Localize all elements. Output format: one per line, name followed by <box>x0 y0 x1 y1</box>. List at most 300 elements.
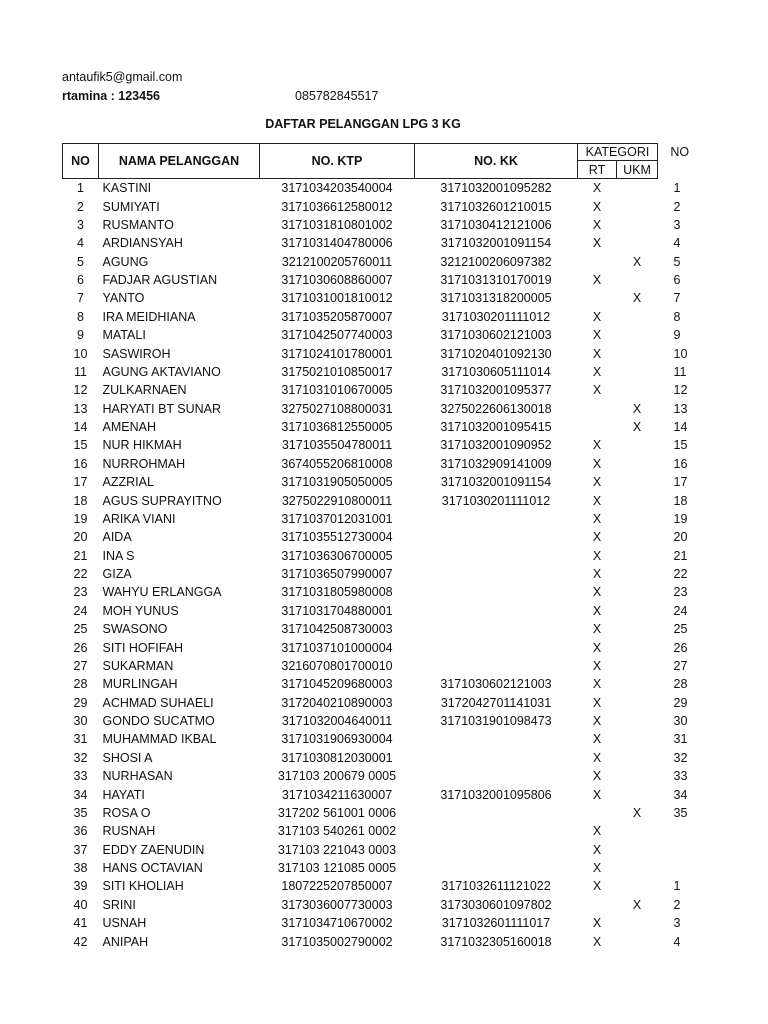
category-ukm <box>617 785 658 803</box>
row-number-secondary: 2 <box>673 199 681 214</box>
ktp-number: 3171035205870007 <box>281 309 393 324</box>
table-row <box>63 344 702 362</box>
customer-name: MATALI <box>102 328 146 343</box>
category-rt: X <box>592 364 602 379</box>
row-number: 22 <box>73 567 88 582</box>
category-ukm <box>617 914 658 932</box>
row-number: 4 <box>77 236 84 251</box>
category-ukm: X <box>632 420 642 435</box>
customer-name: RUSMANTO <box>102 217 174 232</box>
row-number-secondary: 11 <box>673 364 687 379</box>
col-header-category: KATEGORI <box>578 144 658 161</box>
category-rt: X <box>592 769 602 784</box>
kk-number <box>415 583 578 601</box>
kk-number: 3171032909141009 <box>440 456 552 471</box>
ktp-number: 3171030608860007 <box>281 273 393 288</box>
ktp-number: 3674055206810008 <box>281 456 393 471</box>
col-header-rt: RT <box>578 161 617 179</box>
ktp-number: 1807225207850007 <box>281 879 393 894</box>
kk-number: 3172042701141031 <box>440 695 552 710</box>
customer-name: AMENAH <box>102 420 156 435</box>
customer-name: USNAH <box>102 916 147 931</box>
category-rt <box>578 804 617 822</box>
category-rt: X <box>592 181 602 196</box>
row-number: 15 <box>73 438 88 453</box>
ktp-number: 3171036812550005 <box>281 420 393 435</box>
row-number: 41 <box>73 916 88 931</box>
category-ukm <box>617 841 658 859</box>
ktp-number: 317202 561001 0006 <box>277 805 397 820</box>
row-number-secondary: 7 <box>673 291 681 306</box>
row-number-secondary: 5 <box>673 254 681 269</box>
ktp-number: 3171034710670002 <box>281 916 393 931</box>
table-row <box>63 547 702 565</box>
category-rt: X <box>592 842 602 857</box>
row-number-secondary: 16 <box>673 456 688 471</box>
page-title: DAFTAR PELANGGAN LPG 3 KG <box>265 117 461 131</box>
category-rt: X <box>592 530 602 545</box>
row-number: 40 <box>73 897 88 912</box>
category-rt: X <box>592 714 602 729</box>
kk-number: 3171032001095415 <box>440 420 552 435</box>
category-ukm <box>617 565 658 583</box>
category-ukm <box>617 344 658 362</box>
customer-name: ACHMAD SUHAELI <box>102 695 214 710</box>
category-ukm <box>617 638 658 656</box>
table-row <box>63 400 702 418</box>
category-ukm: X <box>632 805 642 820</box>
kk-number <box>415 822 578 840</box>
ktp-number: 3171037012031001 <box>281 511 393 526</box>
category-rt: X <box>592 493 602 508</box>
table-row <box>63 620 702 638</box>
customer-name: MUHAMMAD IKBAL <box>102 732 217 747</box>
category-rt <box>578 896 617 914</box>
row-number: 13 <box>73 401 88 416</box>
row-number-secondary: 4 <box>673 934 681 949</box>
row-number: 9 <box>77 328 84 343</box>
table-row <box>63 712 702 730</box>
category-ukm <box>617 271 658 289</box>
kk-number: 3171032001091154 <box>440 236 552 251</box>
table-row <box>63 583 702 601</box>
kk-number: 3171031310170019 <box>440 273 552 288</box>
category-rt: X <box>592 273 602 288</box>
customer-name: HAYATI <box>102 787 145 802</box>
category-rt <box>578 418 617 436</box>
row-number-secondary: 20 <box>673 530 688 545</box>
row-number: 6 <box>77 273 84 288</box>
ktp-number: 3171032004640011 <box>281 714 393 729</box>
row-number-secondary: 21 <box>673 548 688 563</box>
customer-name: ARIKA VIANI <box>102 511 176 526</box>
customer-name: IRA MEIDHIANA <box>102 309 196 324</box>
row-number-secondary: 24 <box>673 603 688 618</box>
row-number: 42 <box>73 934 88 949</box>
category-rt: X <box>592 309 602 324</box>
row-number: 23 <box>73 585 88 600</box>
ktp-number: 3171031905050005 <box>281 475 393 490</box>
row-number: 33 <box>73 769 88 784</box>
category-ukm <box>617 657 658 675</box>
kk-number: 3171032001095377 <box>440 383 552 398</box>
row-number: 2 <box>77 199 84 214</box>
kk-number <box>415 841 578 859</box>
row-number: 7 <box>77 291 84 306</box>
customer-name: ANIPAH <box>102 934 149 949</box>
table-row <box>63 767 702 785</box>
ktp-number: 3171034211630007 <box>281 787 393 802</box>
table-row <box>63 565 702 583</box>
category-ukm <box>617 308 658 326</box>
row-number-secondary: 17 <box>673 475 688 490</box>
category-ukm <box>617 179 658 198</box>
customer-name: FADJAR AGUSTIAN <box>102 273 218 288</box>
category-ukm: X <box>632 401 642 416</box>
ktp-number: 3172040210890003 <box>281 695 393 710</box>
table-row <box>63 216 702 234</box>
row-number: 39 <box>73 879 88 894</box>
row-number: 12 <box>73 383 88 398</box>
category-rt: X <box>592 622 602 637</box>
row-number: 36 <box>73 824 88 839</box>
category-rt: X <box>592 658 602 673</box>
row-number-secondary: 22 <box>673 567 688 582</box>
header-phone: 085782845517 <box>295 89 379 103</box>
category-rt: X <box>592 824 602 839</box>
row-number: 28 <box>73 677 88 692</box>
category-rt: X <box>592 511 602 526</box>
customer-name: HARYATI BT SUNAR <box>102 401 222 416</box>
category-ukm <box>617 216 658 234</box>
row-number: 30 <box>73 714 88 729</box>
table-row <box>63 822 702 840</box>
row-number-secondary: 26 <box>673 640 688 655</box>
ktp-number: 3171031001810012 <box>281 291 393 306</box>
row-number: 34 <box>73 787 88 802</box>
table-row <box>63 436 702 454</box>
ktp-number: 3171045209680003 <box>281 677 393 692</box>
row-number: 38 <box>73 861 88 876</box>
row-number-secondary: 8 <box>673 309 681 324</box>
row-number-secondary: 33 <box>673 769 688 784</box>
table-row <box>63 914 702 932</box>
table-row <box>63 473 702 491</box>
kk-number <box>415 602 578 620</box>
kk-number: 3171030602121003 <box>440 328 552 343</box>
ktp-number: 317103 221043 0003 <box>277 842 397 857</box>
customer-name: INA S <box>102 548 135 563</box>
col-header-no: NO <box>63 144 99 179</box>
row-number-secondary: 3 <box>673 217 681 232</box>
row-number-secondary: 1 <box>673 180 681 195</box>
ktp-number: 3171031810801002 <box>281 217 393 232</box>
kk-number: 3173030601097802 <box>440 897 552 912</box>
table-row <box>63 859 702 877</box>
table-row <box>63 602 702 620</box>
kk-number: 3171030201111012 <box>441 493 551 508</box>
ktp-number: 3171031906930004 <box>281 732 393 747</box>
kk-number <box>415 767 578 785</box>
category-ukm <box>617 455 658 473</box>
kk-number: 3171030412121006 <box>440 217 552 232</box>
kk-number <box>415 620 578 638</box>
row-number-secondary: 32 <box>673 750 688 765</box>
kk-number: 3171031318200005 <box>440 291 552 306</box>
category-rt <box>578 289 617 307</box>
category-rt: X <box>592 640 602 655</box>
ktp-number: 3171042507740003 <box>281 328 393 343</box>
row-number: 20 <box>73 530 88 545</box>
customer-name: ARDIANSYAH <box>102 236 183 251</box>
row-number: 37 <box>73 842 88 857</box>
customer-name: WAHYU ERLANGGA <box>102 585 222 600</box>
customer-name: SUMIYATI <box>102 199 160 214</box>
table-row <box>63 234 702 252</box>
row-number: 19 <box>73 511 88 526</box>
row-number-secondary: 31 <box>673 732 688 747</box>
category-rt: X <box>592 438 602 453</box>
ktp-number: 317103 200679 0005 <box>277 769 397 784</box>
row-number: 17 <box>73 475 88 490</box>
category-ukm: X <box>632 254 642 269</box>
customer-name: GIZA <box>102 567 132 582</box>
category-rt: X <box>592 346 602 361</box>
customer-name: AZZRIAL <box>102 475 154 490</box>
row-number-secondary: 3 <box>673 916 681 931</box>
category-rt: X <box>592 236 602 251</box>
ktp-number: 3171034203540004 <box>281 181 393 196</box>
category-ukm <box>617 491 658 509</box>
table-body <box>63 179 702 951</box>
category-ukm <box>617 326 658 344</box>
row-number: 35 <box>73 805 88 820</box>
ktp-number: 3171036612580012 <box>281 199 393 214</box>
customer-name: NURROHMAH <box>102 456 186 471</box>
table-row <box>63 675 702 693</box>
header-email: antaufik5@gmail.com <box>62 70 183 84</box>
customer-name: AGUNG <box>102 254 149 269</box>
ktp-number: 3171031404780006 <box>281 236 393 251</box>
category-ukm <box>617 381 658 399</box>
customer-name: ZULKARNAEN <box>102 383 187 398</box>
ktp-number: 3275022910800011 <box>281 493 393 508</box>
category-rt: X <box>592 861 602 876</box>
category-rt: X <box>592 585 602 600</box>
kk-number <box>415 528 578 546</box>
table-row <box>63 179 702 198</box>
ktp-number: 3171036507990007 <box>281 567 393 582</box>
table-row <box>63 749 702 767</box>
header-account: rtamina : 123456 <box>62 89 160 103</box>
row-number-secondary: 29 <box>673 695 688 710</box>
customer-name: GONDO SUCATMO <box>102 714 215 729</box>
table-row <box>63 418 702 436</box>
table-row <box>63 363 702 381</box>
row-number-secondary: 35 <box>673 805 688 820</box>
kk-number: 3171032001095282 <box>440 181 552 196</box>
category-rt: X <box>592 603 602 618</box>
category-ukm <box>617 547 658 565</box>
kk-number: 3171032305160018 <box>440 934 552 949</box>
category-rt <box>578 400 617 418</box>
customer-name: MURLINGAH <box>102 677 178 692</box>
col-header-ktp: NO. KTP <box>260 144 415 179</box>
table-row <box>63 694 702 712</box>
row-number-secondary: 28 <box>673 677 688 692</box>
category-rt: X <box>592 217 602 232</box>
col-header-kk: NO. KK <box>415 144 578 179</box>
ktp-number: 3175021010850017 <box>281 364 393 379</box>
category-ukm <box>617 767 658 785</box>
row-number: 29 <box>73 695 88 710</box>
col-header-name: NAMA PELANGGAN <box>99 144 260 179</box>
ktp-number: 3171037101000004 <box>281 640 393 655</box>
category-ukm: X <box>632 897 642 912</box>
kk-number: 3171032611121022 <box>441 879 551 894</box>
row-number: 3 <box>77 217 84 232</box>
category-ukm <box>617 583 658 601</box>
customer-name: SRINI <box>102 897 136 912</box>
row-number: 21 <box>73 548 88 563</box>
table-row <box>63 785 702 803</box>
row-number: 16 <box>73 456 88 471</box>
row-number-secondary: 12 <box>673 383 688 398</box>
row-number-secondary: 34 <box>673 787 688 802</box>
kk-number: 3171030605111014 <box>441 364 551 379</box>
table-row <box>63 528 702 546</box>
category-rt: X <box>592 328 602 343</box>
category-ukm <box>617 877 658 895</box>
ktp-number: 3171035512730004 <box>281 530 393 545</box>
table-row <box>63 381 702 399</box>
table-row <box>63 271 702 289</box>
row-number-secondary <box>658 841 702 859</box>
customer-name: AGUNG AKTAVIANO <box>102 364 221 379</box>
ktp-number: 3171035504780011 <box>281 438 393 453</box>
kk-number <box>415 859 578 877</box>
row-number: 11 <box>74 364 87 379</box>
category-rt: X <box>592 567 602 582</box>
table-row <box>63 877 702 895</box>
category-rt: X <box>592 732 602 747</box>
ktp-number: 317103 540261 0002 <box>277 824 397 839</box>
customer-table <box>62 143 702 951</box>
kk-number: 3171032001090952 <box>440 438 552 453</box>
row-number-secondary <box>658 859 702 877</box>
customer-name: SITI HOFIFAH <box>102 640 184 655</box>
customer-name: YANTO <box>102 291 145 306</box>
table-row <box>63 289 702 307</box>
category-ukm <box>617 694 658 712</box>
table-row <box>63 455 702 473</box>
kk-number: 3171030201111012 <box>441 309 551 324</box>
row-number-secondary: 6 <box>673 273 681 288</box>
customer-name: AGUS SUPRAYITNO <box>102 493 222 508</box>
table-row <box>63 308 702 326</box>
ktp-number: 3216070801700010 <box>281 658 393 673</box>
category-ukm <box>617 197 658 215</box>
kk-number <box>415 730 578 748</box>
customer-name: SHOSI A <box>102 750 153 765</box>
category-ukm <box>617 234 658 252</box>
row-number: 26 <box>73 640 88 655</box>
table-row <box>63 638 702 656</box>
table-row <box>63 896 702 914</box>
kk-number: 3171031901098473 <box>440 714 552 729</box>
row-number-secondary: 4 <box>673 236 681 251</box>
ktp-number: 3171035002790002 <box>281 934 393 949</box>
category-ukm <box>617 730 658 748</box>
category-ukm <box>617 436 658 454</box>
row-number-secondary: 9 <box>673 328 681 343</box>
kk-number: 3171032601210015 <box>440 199 552 214</box>
table-row <box>63 841 702 859</box>
customer-name: EDDY ZAENUDIN <box>102 842 205 857</box>
kk-number <box>415 547 578 565</box>
customer-name: KASTINI <box>102 181 152 196</box>
row-number-secondary: 23 <box>673 585 688 600</box>
customer-name: HANS OCTAVIAN <box>102 861 203 876</box>
kk-number: 3212100206097382 <box>440 254 552 269</box>
category-ukm <box>617 822 658 840</box>
ktp-number: 3171031704880001 <box>281 603 393 618</box>
category-ukm <box>617 620 658 638</box>
row-number-secondary: 14 <box>673 420 688 435</box>
customer-name: AIDA <box>102 530 132 545</box>
category-ukm <box>617 675 658 693</box>
category-ukm <box>617 749 658 767</box>
row-number: 5 <box>77 254 84 269</box>
row-number-secondary: 18 <box>673 493 688 508</box>
table-row <box>63 657 702 675</box>
category-rt: X <box>592 383 602 398</box>
table-row <box>63 197 702 215</box>
customer-name: SASWIROH <box>102 346 171 361</box>
ktp-number: 3171024101780001 <box>281 346 393 361</box>
category-rt: X <box>592 548 602 563</box>
col-header-ukm: UKM <box>617 161 658 179</box>
kk-number <box>415 565 578 583</box>
kk-number <box>415 510 578 528</box>
table-row <box>63 730 702 748</box>
category-ukm <box>617 602 658 620</box>
category-rt: X <box>592 695 602 710</box>
kk-number: 3275022606130018 <box>440 401 552 416</box>
category-ukm <box>617 510 658 528</box>
row-number-secondary: 27 <box>673 658 688 673</box>
kk-number: 3171030602121003 <box>440 677 552 692</box>
category-rt: X <box>592 750 602 765</box>
table-row <box>63 932 702 950</box>
row-number-secondary: 1 <box>673 879 681 894</box>
kk-number: 3171032001091154 <box>440 475 552 490</box>
category-ukm <box>617 712 658 730</box>
category-ukm <box>617 363 658 381</box>
ktp-number: 317103 121085 0005 <box>277 861 397 876</box>
customer-name: ROSA O <box>102 805 151 820</box>
category-rt: X <box>592 934 602 949</box>
ktp-number: 3212100205760011 <box>281 254 393 269</box>
ktp-number: 3275027108800031 <box>281 401 393 416</box>
customer-name: SWASONO <box>102 622 168 637</box>
row-number: 31 <box>73 732 88 747</box>
category-rt: X <box>592 787 602 802</box>
row-number: 8 <box>77 309 84 324</box>
row-number: 25 <box>73 622 88 637</box>
table-row <box>63 253 702 271</box>
row-number-secondary: 13 <box>673 401 688 416</box>
